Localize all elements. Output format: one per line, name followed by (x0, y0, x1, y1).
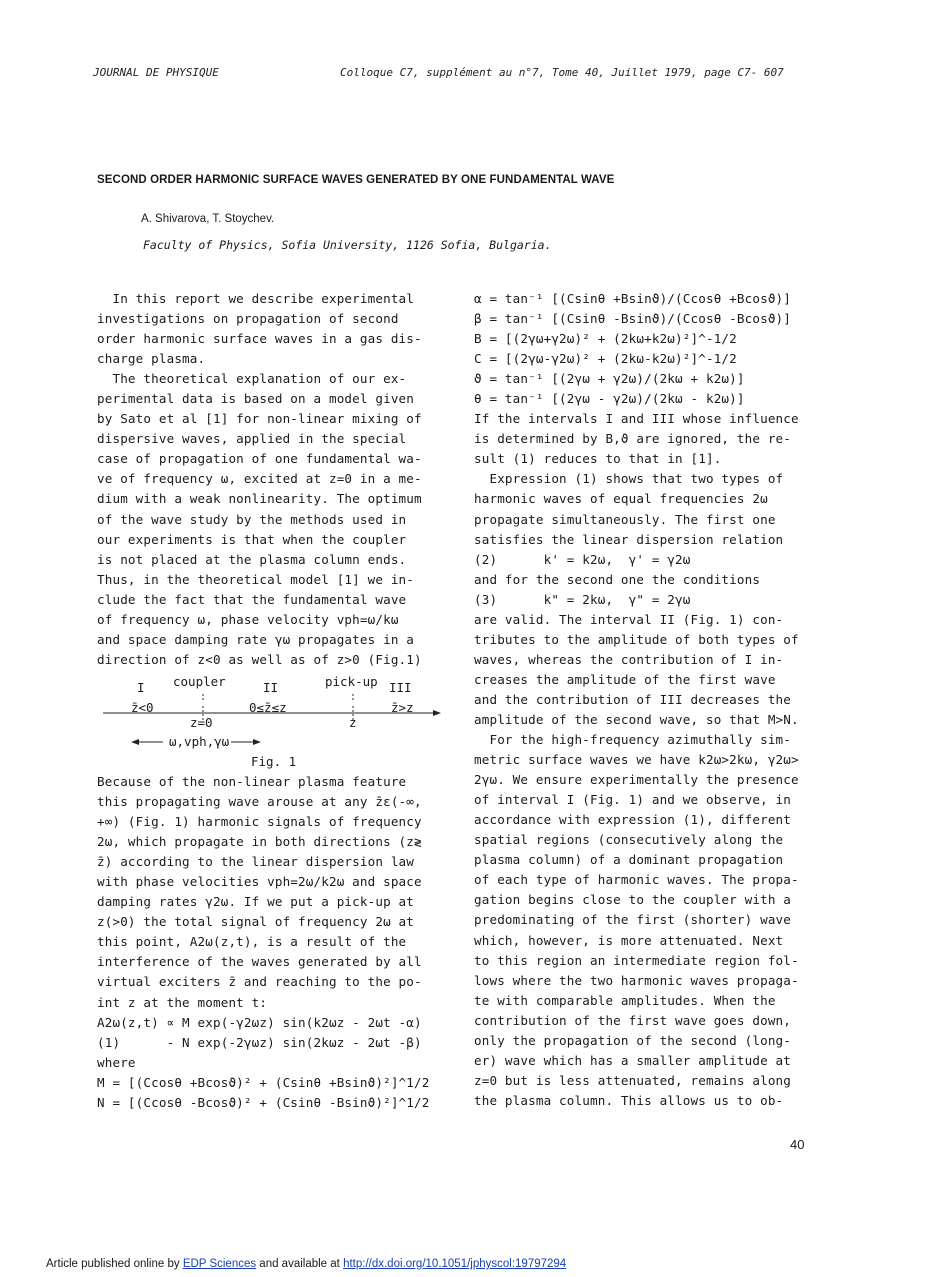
text-line: gation begins close to the coupler with a (474, 892, 792, 908)
text-line: perimental data is based on a model given (97, 391, 415, 407)
text-line: z̄) according to the linear dispersion law (97, 854, 415, 870)
text-line: clude the fact that the fundamental wave (97, 591, 407, 607)
text-line: ϑ = tan⁻¹ [(2γω + γ2ω)/(2kω + k2ω)] (474, 371, 745, 387)
text-line: are valid. The interval II (Fig. 1) con- (474, 611, 784, 627)
text-line: waves, whereas the contribution of I in- (474, 651, 784, 667)
interval-III-condition: z̄>z (391, 700, 414, 715)
running-header-issue: Colloque C7, supplément au n°7, Tome 40, Juillet 1979, page C7- 607 (340, 66, 784, 79)
text-line: and for the second one the conditions (474, 571, 761, 587)
text-line: M = [(Ccosθ +Bcosϑ)² + (Csinθ +Bsinϑ)²]^1/2 (97, 1074, 430, 1090)
text-line: er) wave which has a smaller amplitude at (474, 1052, 792, 1068)
text-line: satisfies the linear dispersion relation (474, 531, 784, 547)
text-line: of frequency ω, phase velocity vph=ω/kω (97, 611, 399, 627)
text-line: ve of frequency ω, excited at z=0 in a me- (97, 471, 422, 487)
text-line: If the intervals I and III whose influence (474, 411, 799, 427)
page-number: 40 (790, 1137, 805, 1152)
z-label: z (349, 715, 357, 730)
authors: A. Shivarova, T. Stoychev. (141, 213, 275, 225)
text-line: Thus, in the theoretical model [1] we in- (97, 571, 415, 587)
text-line: In this report we describe experimental (97, 291, 415, 306)
text-line: charge plasma. (97, 351, 206, 367)
text-line: The theoretical explanation of our ex- (97, 371, 407, 387)
text-line: A2ω(z,t) ∝ M exp(-γ2ωz) sin(k2ωz - 2ωt -α) (97, 1014, 422, 1030)
running-header-journal: JOURNAL DE PHYSIQUE (93, 66, 219, 79)
coupler-label: coupler (173, 674, 226, 689)
text-line: amplitude of the second wave, so that M>N. (474, 711, 799, 727)
region-III-label: III (389, 680, 412, 695)
text-line: dispersive waves, applied in the special (97, 431, 407, 447)
figure-1 (97, 674, 457, 774)
region-II-label: II (263, 680, 279, 695)
left-arrow-icon (131, 739, 139, 745)
text-line: the plasma column. This allows us to ob- (474, 1092, 784, 1108)
affiliation: Faculty of Physics, Sofia University, 1126 Sofia, Bulgaria. (143, 238, 552, 252)
figure-caption: Fig. 1 (251, 754, 297, 769)
figure-axis-drawing (97, 674, 457, 774)
text-line: which, however, is more attenuated. Next (474, 932, 784, 948)
text-line: lows where the two harmonic waves propaga- (474, 972, 799, 988)
text-line: accordance with expression (1), different (474, 812, 792, 828)
left-column-top (97, 289, 457, 670)
publisher-link[interactable]: EDP Sciences (182, 1258, 257, 1270)
text-line: θ = tan⁻¹ [(2γω - γ2ω)/(2kω - k2ω)] (474, 391, 745, 407)
interval-I-condition: z̄<0 (131, 700, 154, 715)
paper-title: SECOND ORDER HARMONIC SURFACE WAVES GENERATED BY ONE FUNDAMENTAL WAVE (97, 174, 615, 186)
doi-link[interactable]: http://dx.doi.org/10.1051/jphyscol:19797294 (343, 1258, 567, 1270)
footer (46, 1258, 566, 1270)
right-column (474, 289, 834, 1111)
text-line: investigations on propagation of second (97, 311, 399, 327)
footer-middle: and available at (256, 1258, 344, 1270)
text-line: For the high-frequency azimuthally sim- (474, 732, 792, 748)
text-line: Expression (1) shows that two types of (474, 471, 784, 487)
text-line: of each type of harmonic waves. The propa- (474, 872, 799, 888)
text-line: (1) - N exp(-2γωz) sin(2kωz - 2ωt -β) (97, 1034, 422, 1050)
text-line: by Sato et al [1] for non-linear mixing of (97, 411, 422, 427)
text-line: int z at the moment t: (97, 994, 268, 1010)
axis-arrow-icon (433, 710, 441, 716)
text-line: to this region an intermediate region fol- (474, 952, 799, 968)
text-line: damping rates γ2ω. If we put a pick-up at (97, 894, 415, 910)
text-line: with phase velocities vph=2ω/k2ω and space (97, 874, 422, 890)
text-line: β = tan⁻¹ [(Csinθ -Bsinϑ)/(Ccosθ -Bcosϑ)] (474, 311, 792, 327)
text-line: interference of the waves generated by all (97, 954, 422, 970)
z0-label: z=0 (190, 715, 213, 730)
text-line: of interval I (Fig. 1) and we observe, in (474, 792, 792, 808)
text-line: N = [(Ccosθ -Bcosϑ)² + (Csinθ -Bsinϑ)²]^1/2 (97, 1094, 430, 1110)
text-line: z(>0) the total signal of frequency 2ω at (97, 914, 415, 930)
text-line: creases the amplitude of the first wave (474, 671, 776, 687)
text-line: 2ω, which propagate in both directions (z≷ (97, 834, 422, 850)
text-line: metric surface waves we have k2ω>2kω, γ2ω> (474, 752, 799, 768)
text-line: te with comparable amplitudes. When the (474, 992, 776, 1008)
text-line: Because of the non-linear plasma feature (97, 774, 407, 789)
text-line: tributes to the amplitude of both types of (474, 631, 799, 647)
text-line: our experiments is that when the coupler (97, 531, 407, 547)
footer-prefix: Article published online by (46, 1258, 183, 1270)
text-line: 2γω. We ensure experimentally the presence (474, 772, 799, 788)
text-line: and space damping rate γω propagates in a (97, 631, 415, 647)
region-I-label: I (137, 680, 145, 695)
text-line: virtual exciters z̄ and reaching to the po- (97, 974, 422, 990)
text-line: case of propagation of one fundamental wa- (97, 451, 422, 467)
text-line: and the contribution of III decreases the (474, 691, 792, 707)
text-line: order harmonic surface waves in a gas dis- (97, 331, 422, 347)
text-line: α = tan⁻¹ [(Csinθ +Bsinϑ)/(Ccosθ +Bcosϑ)] (474, 291, 792, 306)
text-line: is determined by B,ϑ are ignored, the re- (474, 431, 792, 447)
right-arrow-icon (253, 739, 261, 745)
wave-label: ω,vph,γω (169, 734, 230, 749)
left-column-bottom (97, 772, 457, 1113)
text-line: predominating of the first (shorter) wave (474, 912, 792, 928)
text-line: only the propagation of the second (long- (474, 1032, 792, 1048)
text-line: z=0 but is less attenuated, remains along (474, 1072, 792, 1088)
text-line: harmonic waves of equal frequencies 2ω (474, 491, 768, 507)
text-line: dium with a weak nonlinearity. The optimum (97, 491, 422, 507)
text-line: of the wave study by the methods used in (97, 511, 407, 527)
text-line: direction of z<0 as well as of z>0 (Fig.1) (97, 651, 422, 667)
interval-II-condition: 0≤z̄≤z (249, 700, 287, 715)
text-line: propagate simultaneously. The first one (474, 511, 776, 527)
text-line: (2) k' = k2ω, γ' = γ2ω (474, 551, 691, 567)
text-line: B = [(2γω+γ2ω)² + (2kω+k2ω)²]^-1/2 (474, 331, 737, 347)
text-line: contribution of the first wave goes down, (474, 1012, 792, 1028)
text-line: plasma column) of a dominant propagation (474, 852, 784, 868)
text-line: where (97, 1054, 136, 1070)
text-line: spatial regions (consecutively along the (474, 832, 784, 848)
text-line: is not placed at the plasma column ends. (97, 551, 407, 567)
text-line: C = [(2γω-γ2ω)² + (2kω-k2ω)²]^-1/2 (474, 351, 737, 367)
text-line: sult (1) reduces to that in [1]. (474, 451, 722, 467)
pickup-label: pick-up (325, 674, 378, 689)
text-line: (3) k" = 2kω, γ" = 2γω (474, 591, 691, 607)
text-line: this propagating wave arouse at any z̄ε(-∞, (97, 794, 422, 810)
text-line: +∞) (Fig. 1) harmonic signals of frequency (97, 814, 422, 830)
text-line: this point, A2ω(z,t), is a result of the (97, 934, 407, 950)
